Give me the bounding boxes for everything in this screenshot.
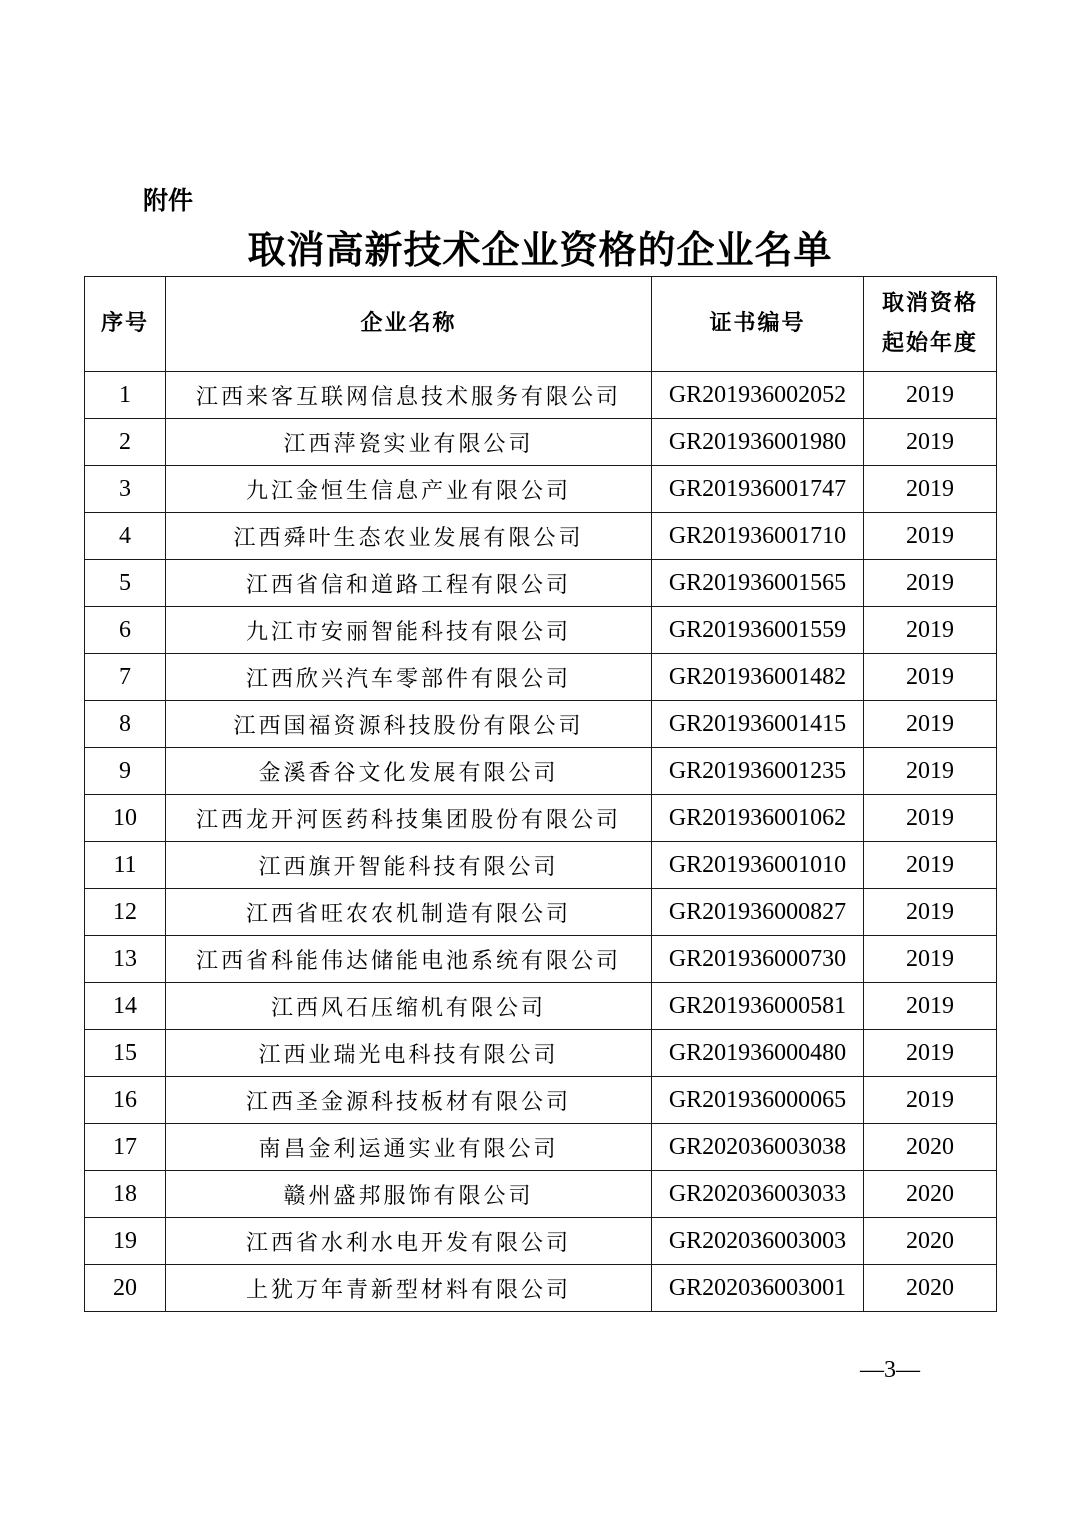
- row-revocation-year: 2019: [864, 419, 997, 466]
- row-enterprise-name: 江西龙开河医药科技集团股份有限公司: [166, 795, 652, 842]
- row-index: 15: [85, 1030, 166, 1077]
- row-certificate-number: GR201936001710: [652, 513, 864, 560]
- row-index: 5: [85, 560, 166, 607]
- column-header-year-line1: 取消资格: [881, 291, 978, 316]
- row-revocation-year: 2020: [864, 1124, 997, 1171]
- row-index: 10: [85, 795, 166, 842]
- row-revocation-year: 2019: [864, 466, 997, 513]
- row-certificate-number: GR201936001482: [652, 654, 864, 701]
- row-index: 17: [85, 1124, 166, 1171]
- table-row: [85, 1030, 997, 1077]
- row-certificate-number: GR202036003001: [652, 1265, 864, 1312]
- row-index: 8: [85, 701, 166, 748]
- column-header-certificate: 证书编号: [652, 277, 864, 372]
- row-revocation-year: 2019: [864, 560, 997, 607]
- row-certificate-number: GR202036003003: [652, 1218, 864, 1265]
- row-certificate-number: GR201936001565: [652, 560, 864, 607]
- row-enterprise-name: 江西风石压缩机有限公司: [166, 983, 652, 1030]
- table-row: [85, 419, 997, 466]
- table-row: [85, 1171, 997, 1218]
- row-revocation-year: 2020: [864, 1171, 997, 1218]
- row-enterprise-name: 江西业瑞光电科技有限公司: [166, 1030, 652, 1077]
- row-index: 7: [85, 654, 166, 701]
- table-row: [85, 607, 997, 654]
- row-certificate-number: GR201936000065: [652, 1077, 864, 1124]
- table-row: [85, 795, 997, 842]
- row-index: 18: [85, 1171, 166, 1218]
- row-certificate-number: GR201936001415: [652, 701, 864, 748]
- column-header-year-line2: 起始年度: [881, 331, 978, 356]
- table-row: [85, 983, 997, 1030]
- row-index: 20: [85, 1265, 166, 1312]
- row-certificate-number: GR201936001010: [652, 842, 864, 889]
- table-row: [85, 889, 997, 936]
- column-header-index: 序号: [85, 277, 166, 372]
- row-certificate-number: GR201936000730: [652, 936, 864, 983]
- page-number: —3—: [860, 1357, 920, 1383]
- column-header-name: 企业名称: [166, 277, 652, 372]
- row-revocation-year: 2019: [864, 607, 997, 654]
- row-enterprise-name: 江西国福资源科技股份有限公司: [166, 701, 652, 748]
- row-index: 19: [85, 1218, 166, 1265]
- table-row: [85, 372, 997, 419]
- row-enterprise-name: 江西萍瓷实业有限公司: [166, 419, 652, 466]
- table-body: [85, 372, 997, 1312]
- row-index: 13: [85, 936, 166, 983]
- row-enterprise-name: 九江金恒生信息产业有限公司: [166, 466, 652, 513]
- table-row: [85, 748, 997, 795]
- row-enterprise-name: 江西省旺农农机制造有限公司: [166, 889, 652, 936]
- table-header-row: [85, 277, 997, 372]
- row-enterprise-name: 上犹万年青新型材料有限公司: [166, 1265, 652, 1312]
- row-enterprise-name: 九江市安丽智能科技有限公司: [166, 607, 652, 654]
- attachment-label: 附件: [143, 186, 194, 215]
- row-certificate-number: GR201936001062: [652, 795, 864, 842]
- row-enterprise-name: 江西省科能伟达储能电池系统有限公司: [166, 936, 652, 983]
- row-enterprise-name: 江西旗开智能科技有限公司: [166, 842, 652, 889]
- table-row: [85, 513, 997, 560]
- table-row: [85, 560, 997, 607]
- row-revocation-year: 2019: [864, 701, 997, 748]
- row-index: 9: [85, 748, 166, 795]
- row-enterprise-name: 江西省信和道路工程有限公司: [166, 560, 652, 607]
- table-row: [85, 936, 997, 983]
- row-index: 16: [85, 1077, 166, 1124]
- row-index: 12: [85, 889, 166, 936]
- row-revocation-year: 2019: [864, 889, 997, 936]
- row-enterprise-name: 江西欣兴汽车零部件有限公司: [166, 654, 652, 701]
- row-certificate-number: GR202036003033: [652, 1171, 864, 1218]
- row-revocation-year: 2019: [864, 983, 997, 1030]
- table-row: [85, 654, 997, 701]
- table-row: [85, 842, 997, 889]
- row-revocation-year: 2019: [864, 1030, 997, 1077]
- row-enterprise-name: 江西来客互联网信息技术服务有限公司: [166, 372, 652, 419]
- revoked-enterprise-table: [84, 276, 997, 1312]
- row-index: 1: [85, 372, 166, 419]
- row-enterprise-name: 江西舜叶生态农业发展有限公司: [166, 513, 652, 560]
- row-certificate-number: GR201936000581: [652, 983, 864, 1030]
- row-enterprise-name: 金溪香谷文化发展有限公司: [166, 748, 652, 795]
- table-row: [85, 1124, 997, 1171]
- row-revocation-year: 2020: [864, 1218, 997, 1265]
- row-revocation-year: 2019: [864, 795, 997, 842]
- row-index: 4: [85, 513, 166, 560]
- row-revocation-year: 2019: [864, 654, 997, 701]
- table-row: [85, 466, 997, 513]
- row-revocation-year: 2019: [864, 748, 997, 795]
- row-index: 2: [85, 419, 166, 466]
- table-row: [85, 1265, 997, 1312]
- row-revocation-year: 2019: [864, 513, 997, 560]
- row-enterprise-name: 江西圣金源科技板材有限公司: [166, 1077, 652, 1124]
- row-index: 11: [85, 842, 166, 889]
- document-title: 取消高新技术企业资格的企业名单: [247, 228, 833, 272]
- row-certificate-number: GR201936001980: [652, 419, 864, 466]
- row-enterprise-name: 江西省水利水电开发有限公司: [166, 1218, 652, 1265]
- row-certificate-number: GR201936001747: [652, 466, 864, 513]
- row-enterprise-name: 南昌金利运通实业有限公司: [166, 1124, 652, 1171]
- row-enterprise-name: 赣州盛邦服饰有限公司: [166, 1171, 652, 1218]
- column-header-year: [864, 277, 997, 372]
- table-row: [85, 1218, 997, 1265]
- table-row: [85, 1077, 997, 1124]
- row-index: 3: [85, 466, 166, 513]
- row-revocation-year: 2019: [864, 372, 997, 419]
- row-certificate-number: GR201936000480: [652, 1030, 864, 1077]
- row-certificate-number: GR201936000827: [652, 889, 864, 936]
- row-revocation-year: 2019: [864, 1077, 997, 1124]
- row-revocation-year: 2020: [864, 1265, 997, 1312]
- row-certificate-number: GR201936001235: [652, 748, 864, 795]
- table-row: [85, 701, 997, 748]
- row-revocation-year: 2019: [864, 842, 997, 889]
- row-certificate-number: GR201936001559: [652, 607, 864, 654]
- row-certificate-number: GR201936002052: [652, 372, 864, 419]
- row-index: 6: [85, 607, 166, 654]
- row-index: 14: [85, 983, 166, 1030]
- row-revocation-year: 2019: [864, 936, 997, 983]
- row-certificate-number: GR202036003038: [652, 1124, 864, 1171]
